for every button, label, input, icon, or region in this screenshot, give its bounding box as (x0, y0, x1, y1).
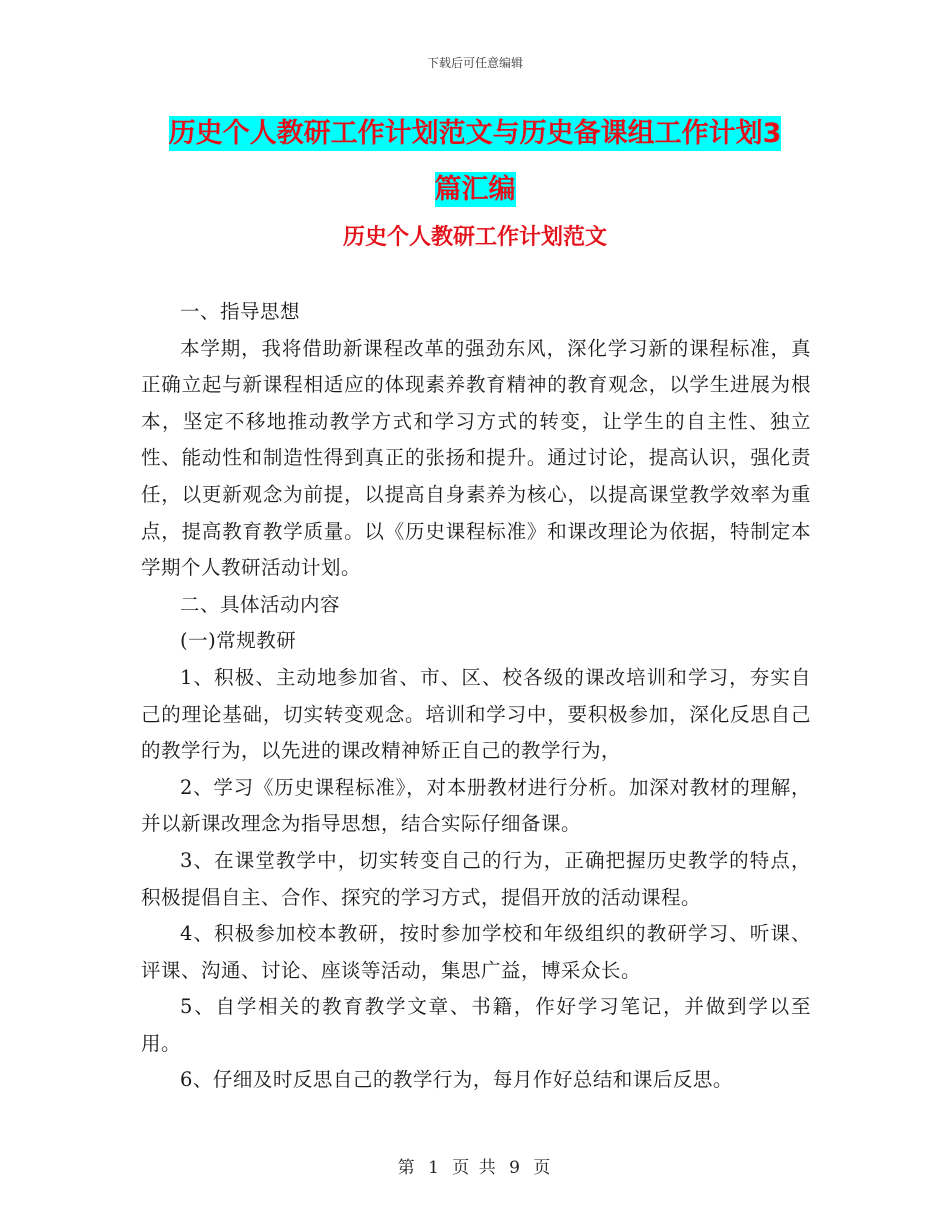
footer-page-number: 1 (428, 1158, 441, 1178)
list-item-3: 3、在课堂教学中，切实转变自己的行为，正确把握历史教学的特点，积极提倡自主、合作、探究的学习方式，提倡开放的活动课程。 (141, 848, 811, 909)
document-title (140, 106, 810, 218)
footer-total-pages: 9 (509, 1158, 522, 1178)
list-item-5: 5、自学相关的教育教学文章、书籍，作好学习笔记，并做到学以至用。 (141, 995, 811, 1055)
document-body (141, 294, 811, 1099)
list-item-6: 6、仔细及时反思自己的教学行为，每月作好总结和课后反思。 (180, 1068, 733, 1092)
header-note: 下载后可任意编辑 (426, 56, 523, 70)
document-title-line1: 历史个人教研工作计划范文与历史备课组工作计划3 (168, 118, 782, 149)
section-title: 历史个人教研工作计划范文 (342, 225, 607, 250)
list-item-1: 1、积极、主动地参加省、市、区、校各级的课改培训和学习，夯实自己的理论基础，切实转变观念。培训和学习中，要积极参加，深化反思自己的教学行为，以先进的课改精神矫正自己的教学行为， (141, 665, 811, 763)
footer-prefix: 第 (397, 1158, 417, 1178)
subheading-routine-research: (一)常规教研 (180, 629, 297, 653)
footer-suffix: 页 (533, 1158, 553, 1178)
footer-middle: 页 共 (452, 1158, 498, 1178)
heading-guiding-thought: 一、指导思想 (180, 300, 301, 323)
page-footer (0, 1153, 950, 1178)
heading-activities: 二、具体活动内容 (180, 592, 341, 616)
list-item-2: 2、学习《历史课程标准》，对本册教材进行分析。加深对教材的理解，并以新课改理念为指导思想，结合实际仔细备课。 (141, 775, 811, 836)
list-item-4: 4、积极参加校本教研，按时参加学校和年级组织的教研学习、听课、评课、沟通、讨论、座谈等活动，集思广益，博采众长。 (141, 922, 811, 982)
paragraph-intro: 本学期，我将借助新课程改革的强劲东风，深化学习新的课程标准，真正确立起与新课程相适应的体现素养教育精神的教育观念，以学生进展为根本，坚定不移地推动教学方式和学习方式的转变，让学生的自主性、独立性、能动性和制造性得到真正的张扬和提升。通过讨论，提高认识，强化责任，以更新观念为前提，以提高自身素养为核心，以提高课堂教学效率为重点，提高教育教学质量。以《历史课程标准》和课改理论为依据，特制定本学期个人教研活动计划。 (141, 336, 811, 580)
document-title-line2: 篇汇编 (434, 174, 516, 205)
